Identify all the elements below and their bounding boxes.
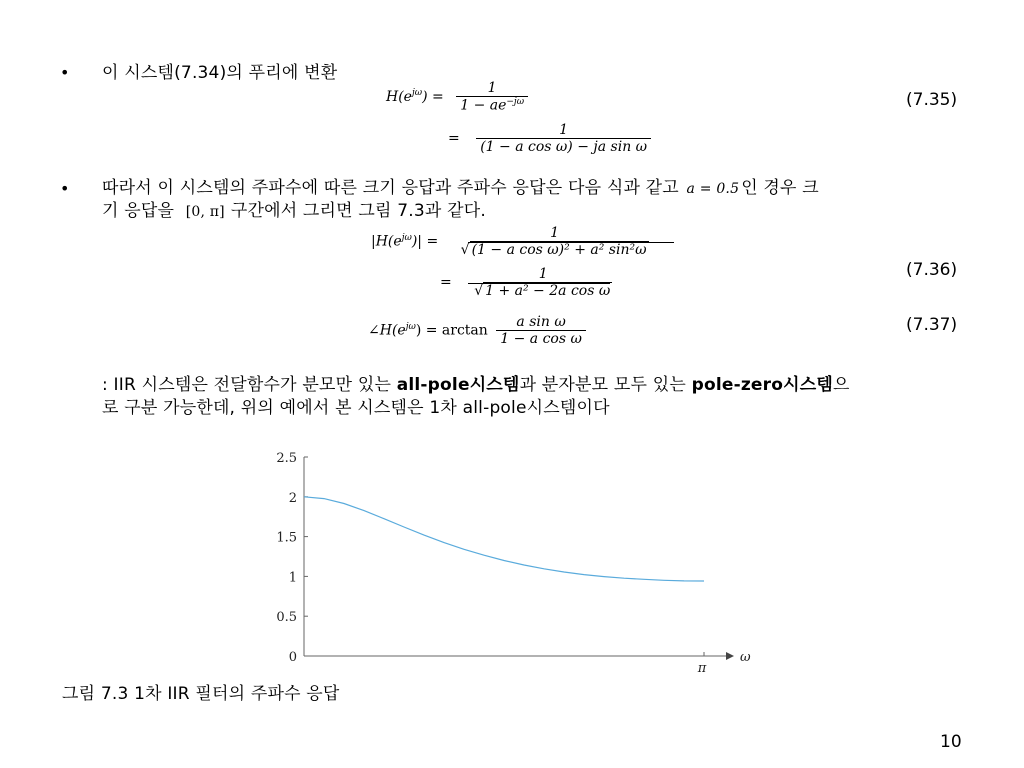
bullet-text: 이 시스템(7.34)의 푸리에 변환 bbox=[102, 63, 338, 83]
fraction-bar bbox=[468, 242, 674, 243]
frequency-response-chart bbox=[268, 445, 768, 675]
note-line1: : IIR 시스템은 전달함수가 분모만 있는 all-pole시스템과 분자분모 모두 있는 pole-zero시스템으 bbox=[102, 375, 850, 395]
note-line2: 로 구분 가능한데, 위의 예에서 본 시스템은 1차 all-pole시스템이다 bbox=[102, 398, 610, 418]
bullet-text-line2: 기 응답을 [0, π] 구간에서 그리면 그림 7.3과 같다. bbox=[102, 201, 486, 221]
equation-number: (7.37) bbox=[906, 315, 958, 335]
magnitude-response-line bbox=[304, 497, 704, 581]
x-tick-label: π bbox=[697, 661, 707, 675]
equation-number: (7.36) bbox=[906, 260, 958, 280]
bullet-marker: • bbox=[60, 179, 70, 198]
equation-7-35-line1: $H(e^{j\omega})$ = $\frac{1}{1 - ae^{-j\omega}}$ bbox=[386, 80, 528, 114]
bullet-marker: • bbox=[60, 63, 70, 82]
equation-7-35-line2: = $\frac{1}{\text{(1 − a cos ω) − ja sin ω}}$ bbox=[448, 122, 651, 155]
fraction-bar bbox=[468, 283, 610, 284]
equation-7-36: $|H(e^{j\omega})|$ = 1 √ (1 − a cos ω)² + a² sin²ω bbox=[371, 225, 647, 258]
x-axis-label: ω bbox=[740, 650, 751, 665]
equation-7-37: $\angle H(e^{j\omega}) = \arctan$ $\frac{\text{a sin ω}}{\text{1 − a cos ω}}$ bbox=[368, 314, 586, 347]
figure-caption: 그림 7.3 1차 IIR 필터의 주파수 응답 bbox=[62, 684, 340, 704]
y-tick-label: 0 bbox=[288, 650, 297, 665]
y-tick-label: 1.5 bbox=[276, 530, 297, 546]
y-tick-label: 0.5 bbox=[276, 610, 297, 626]
equation-number: (7.35) bbox=[906, 90, 958, 110]
y-tick-label: 1 bbox=[288, 570, 297, 586]
x-axis-arrow-icon bbox=[726, 652, 734, 660]
bullet-text-line1: 따라서 이 시스템의 주파수에 따른 크기 응답과 주파수 응답은 다음 식과 같고 a = 0.5 인 경우 크 bbox=[102, 178, 819, 198]
y-tick-label: 2 bbox=[288, 490, 297, 506]
equation-7-36-line2: = 1 √ 1 + a² − 2a cos ω bbox=[440, 266, 611, 299]
y-tick-label: 2.5 bbox=[276, 451, 297, 466]
page-number: 10 bbox=[940, 732, 962, 752]
